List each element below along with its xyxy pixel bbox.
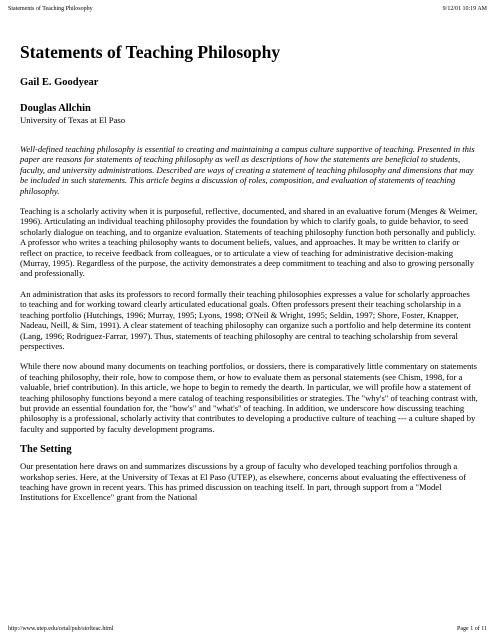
body-paragraph-1: Teaching is a scholarly activity when it is purposeful, reflective, documented, and shared in an evaluative forum (Menges & Weimer, 1996). Articulating an individual teaching philosophy provides the foundation by which to clarify goals, to guide behavior, to seed scholarly dialogue on teaching, and to organize evaluation. Statements of teaching philosophy function both personally and publicly. A professor who writes a teaching philosophy wants to document beliefs, values, and approaches. It may be written to clarify or reflect on practice, to receive feedback from colleagues, or to articulate a view of teaching for administrative decision-making (Murray, 1995). Regardless of the purpose, the activity demonstrates a deep commitment to teaching and also to growing personally and professionally.: [20, 206, 478, 279]
abstract: Well-defined teaching philosophy is essential to creating and maintaining a campus culture supportive of teaching. Presented in this paper are reasons for statements of teaching philosophy as well as descriptions of how the statements are beneficial to students, faculty, and university administrations. Described are ways of creating a statement of teaching philosophy and dimensions that may be included in such statements. This article begins a discussion of roles, composition, and evaluation of statements of teaching philosophy.: [20, 144, 475, 196]
print-header: [8, 6, 487, 12]
body-paragraph-2: An administration that asks its professors to record formally their teaching philosophies expresses a value for scholarly approaches to teaching and for working toward clearly articulated educational goals. Often professors present their teaching scholarship in a teaching portfolio (Hutchings, 1996; Murray, 1995; Lyons, 1998; O'Neil & Wright, 1995; Seldin, 1997; Shore, Foster, Knapper, Nadeau, Neill, & Sim, 1991). A clear statement of teaching philosophy can organize such a portfolio and help determine its content (Lang, 1996; Rodriguez-Farrar, 1997). Thus, statements of teaching philosophy are central to teaching scholarship from several perspectives.: [20, 288, 471, 351]
article: [20, 42, 478, 513]
footer-page-number: Page 1 of 11: [457, 626, 487, 632]
section-heading-setting: The Setting: [20, 444, 72, 456]
author-affiliation: University of Texas at El Paso: [20, 115, 126, 125]
footer-url[interactable]: http://www.utep.edu/cetal/pub/stofteac.html: [8, 626, 114, 632]
header-timestamp: 9/12/01 10:19 AM: [442, 6, 487, 12]
body-paragraph-3: While there now abound many documents on teaching portfolios, or dossiers, there is comparatively little commentary on statements of teaching philosophy, their role, how to compose them, or how to evaluate them as personal statements (see Chism, 1998, for a valuable, brief contribution). In this article, we hope to begin to remedy the dearth. In particular, we will profile how a statement of teaching philosophy functions beyond a mere catalog of teaching responsibilities or strategies. The "why's" of teaching contrast with, but provide an essential foundation for, the "how's" and "what's" of teaching. In addition, we underscore how discussing teaching philosophy is a professional, scholarly activity that contributes to developing a productive culture of teaching --- a culture shaped by faculty and supported by faculty development programs.: [20, 361, 478, 434]
author-2: Douglas Allchin: [20, 103, 91, 114]
header-title: Statements of Teaching Philosophy: [8, 6, 93, 12]
setting-paragraph: Our presentation here draws on and summarizes discussions by a group of faculty who developed teaching portfolios through a workshop series. Here, at the University of Texas at El Paso (UTEP), as elsewhere, concerns about evaluating the effectiveness of teaching have grown in recent years. This has primed discussion on teaching itself. In part, through support from a "Model Institutions for Excellence" grant from the National: [20, 461, 467, 503]
print-footer: [8, 626, 487, 632]
author-1: Gail E. Goodyear: [20, 77, 99, 88]
article-title: Statements of Teaching Philosophy: [20, 42, 281, 62]
